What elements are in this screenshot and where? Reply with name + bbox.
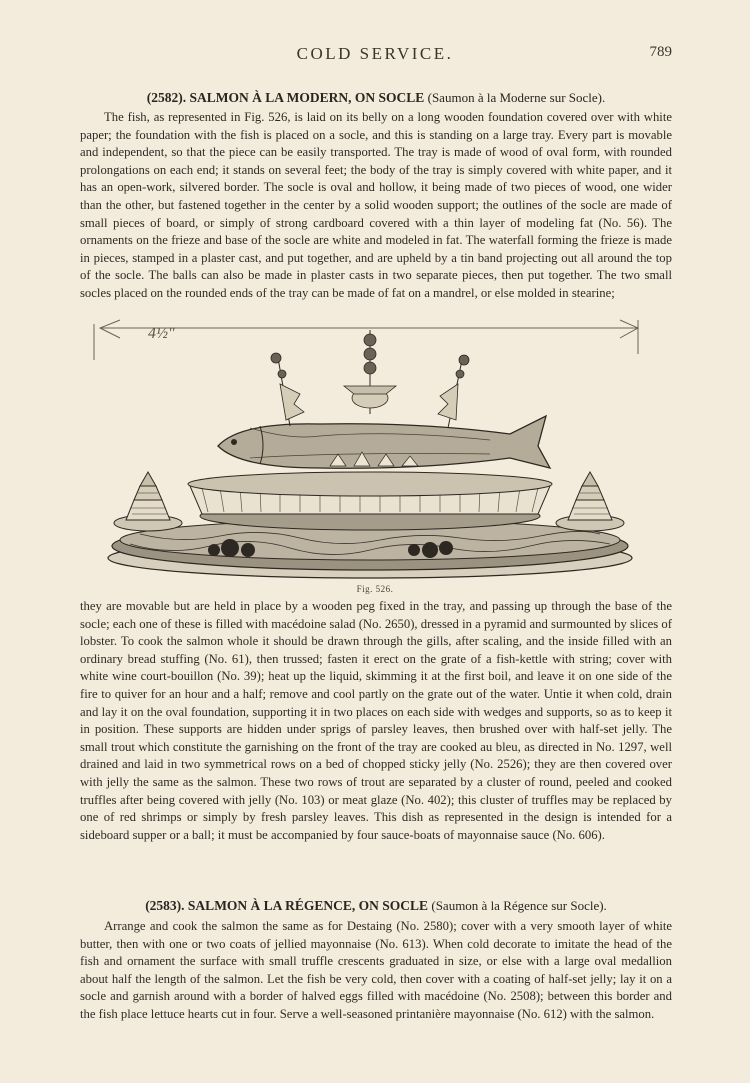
salmon-fish	[218, 416, 550, 468]
figure-salmon-on-socle	[90, 318, 650, 596]
salmon-engraving-illustration	[90, 318, 650, 596]
section-heading	[80, 898, 672, 914]
section-heading	[80, 90, 672, 106]
left-small-socle	[114, 472, 182, 531]
section-title-french: (Saumon à la Moderne sur Socle).	[427, 90, 606, 105]
section-2582-paragraph-1	[80, 109, 672, 303]
running-head	[0, 44, 750, 68]
running-title: COLD SERVICE.	[296, 44, 454, 63]
section-2582-heading-block	[80, 90, 672, 106]
section-title: (2582). SALMON À LA MODERN, ON SOCLE	[146, 90, 425, 105]
section-2583-heading-block	[80, 898, 672, 914]
section-2583-paragraph-1	[80, 918, 672, 1024]
figure-caption: Fig. 526.	[356, 584, 394, 594]
right-small-socle	[556, 472, 624, 531]
body-paragraph: The fish, as represented in Fig. 526, is laid on its belly on a long wooden foundation covered over with white paper; the foundation with the fish is placed on a socle, and this is standing on a large tray. Every part is movable and independent, so that the piece can be easily transported. The tray is made of wood of oval form, with rounded prolongations on each end; it stands on several feet; the body of the tray is simply covered with white paper, and it has an open-work, silvered border. The socle is oval and hollow, it being made of two pieces of wood, one wider than the other, but fastened together in the center by a solid wooden support; the outlines of the socle are made of small pieces of board, or simply of strong cardboard covered with a thin layer of modeling fat (No. 56). The ornaments on the frieze and base of the socle are white and modeled in fat. The waterfall forming the frieze is made in pieces, stamped in a plaster cast, and put together, and are upheld by a tin band projecting out all around the top of the socle. The balls can also be made in plaster casts in two separate pieces, then put together. The two small socles placed on the rounded ends of the tray can be made of fat on a mandrel, or else molded in stearine;	[80, 110, 672, 300]
measurement-label: 4½"	[148, 325, 175, 342]
section-2582-paragraph-2	[80, 598, 672, 844]
body-paragraph: Arrange and cook the salmon the same as for Destaing (No. 2580); cover with a very smooth layer of white butter, then with one or two coats of jellied mayonnaise (No. 613). When cold decorate to imitate the head of the fish and ornament the surface with small truffle crescents graduated in size, or else with a large oval medallion about half the length of the salmon. Let the fish be very cold, then cover with a coating of half-set jelly; lay it on a socle and garnish around with a border of halved eggs filled with macédoine (No. 2508); between this border and the fish place lettuce hearts cut in four. Serve a well-seasoned printanière mayonnaise (No. 612) with the salmon.	[80, 919, 672, 1021]
section-title-french: (Saumon à la Régence sur Socle).	[431, 898, 607, 913]
page-number: 789	[649, 44, 672, 60]
body-paragraph: they are movable but are held in place by a wooden peg fixed in the tray, and passing up through the base of the socle; each one of these is filled with macédoine salad (No. 2650), dressed in a pyramid and surmounted by slices of lobster. To cook the salmon whole it should be drawn through the gills, after scaling, and the inside filled with an ordinary bread stuffing (No. 61), then trussed; fasten it erect on the grate of a fish-kettle with string; cover with white wine court-bouillon (No. 39); heat up the liquid, skimming it at the first boil, and leave it on one side of the fire to quiver for an hour and a half; remove and cool partly on the grate out of the water. Untie it when cold, drain and lay it on the oval foundation, supporting it in two places on each side with wedges and supports, so as to keep it in position. These supports are hidden under sprigs of parsley leaves, then brushed over with half-set jelly. The small trout which constitute the garnishing on the front of the tray are cooked au bleu, as directed in No. 1297, well drained and laid in two symmetrical rows on a bed of chopped sticky jelly (No. 2526); they are then covered over with jelly the same as the salmon. These two rows of trout are separated by a cluster of round, peeled and cooked truffles after being covered with jelly (No. 103) or meat glaze (No. 402); this cluster of truffles may be replaced by one of red shrimps or simply by fresh parsley leaves. This dish as represented in the design is intended for a sideboard supper or a ball; it must be accompanied by four sauce-boats of mayonnaise sauce (No. 606).	[80, 599, 672, 842]
section-title: (2583). SALMON À LA RÉGENCE, ON SOCLE	[145, 898, 428, 913]
